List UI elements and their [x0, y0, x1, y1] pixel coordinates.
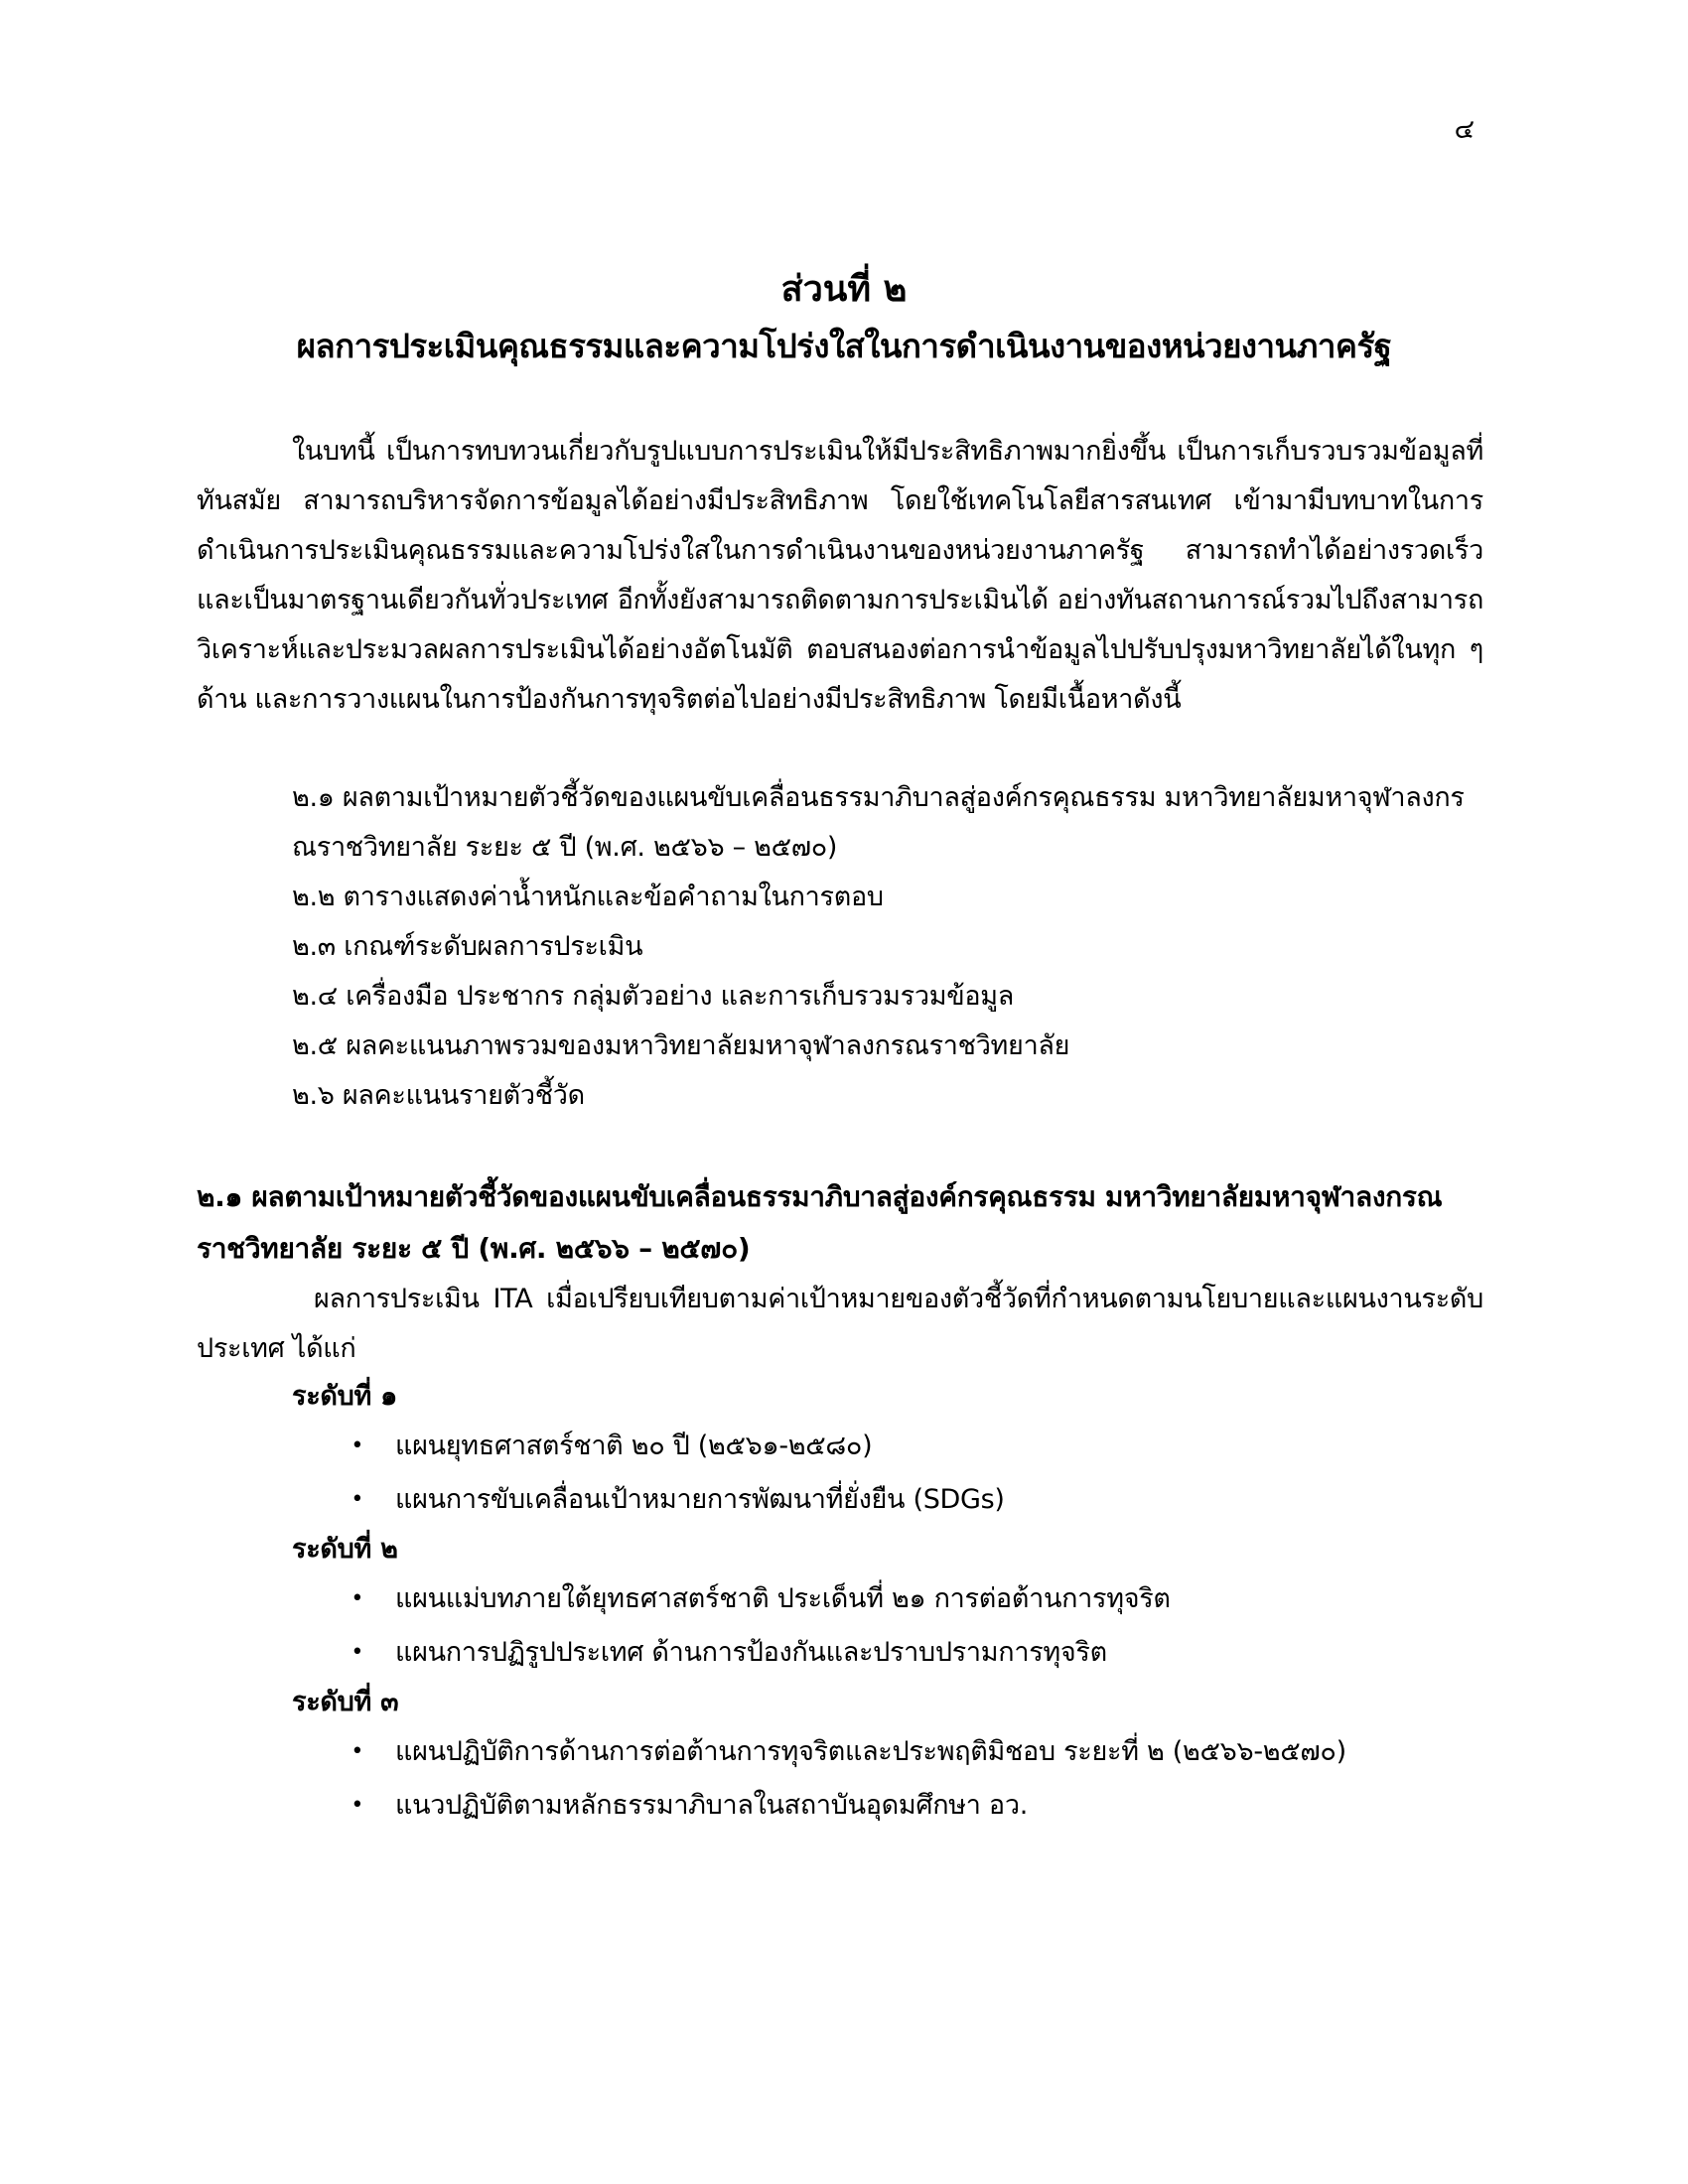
list-item — [197, 1473, 1483, 1527]
list-item — [197, 1626, 1483, 1680]
level-label: ระดับที่ ๑ — [292, 1381, 397, 1412]
bullet-icon: • — [351, 1793, 363, 1818]
level-label: ระดับที่ ๓ — [292, 1687, 399, 1717]
list-item-text: แผนปฏิบัติการด้านการต่อต้านการทุจริตและประพฤติมิชอบ ระยะที่ ๒ (๒๕๖๖-๒๕๗๐) — [395, 1736, 1346, 1767]
list-item — [197, 1725, 1483, 1779]
list-item-text: แนวปฏิบัติตามหลักธรรมาภิบาลในสถาบันอุดมศึกษา อว. — [395, 1790, 1028, 1821]
toc-item: ๒.๖ ผลคะแนนรายตัวชี้วัด — [292, 1080, 585, 1111]
toc-item: ๒.๕ ผลคะแนนภาพรวมของมหาวิทยาลัยมหาจุฬาลงกรณราชวิทยาลัย — [292, 1030, 1070, 1061]
main-title: ผลการประเมินคุณธรรมและความโปร่งใสในการดำเนินงานของหน่วยงานภาครัฐ — [296, 327, 1392, 365]
list-item-text: แผนยุทธศาสตร์ชาติ ๒๐ ปี (๒๕๖๑-๒๕๘๐) — [395, 1431, 873, 1461]
bullet-icon: • — [351, 1487, 363, 1512]
bullet-icon: • — [351, 1586, 363, 1611]
section-intro: ผลการประเมิน ITA เมื่อเปรียบเทียบตามค่าเป้าหมายของตัวชี้วัดที่กำหนดตามนโยบายและแผนงานระดับประเทศ ได้แก่ — [197, 1284, 1483, 1364]
toc-item: ๒.๑ ผลตามเป้าหมายตัวชี้วัดของแผนขับเคลื่อนธรรมาภิบาลสู่องค์กรคุณธรรม มหาวิทยาลัยมหาจุฬาลงกรณราชวิทยาลัย ระยะ ๕ ปี (พ.ศ. ๒๕๖๖ – ๒๕๗๐) — [292, 782, 1465, 863]
part-title: ส่วนที่ ๒ — [780, 269, 908, 310]
bullet-icon: • — [351, 1433, 363, 1458]
toc-item: ๒.๓ เกณฑ์ระดับผลการประเมิน — [292, 931, 643, 962]
list-item-text: แผนการปฏิรูปประเทศ ด้านการป้องกันและปราบปรามการทุจริต — [395, 1637, 1107, 1668]
toc-item: ๒.๔ เครื่องมือ ประชากร กลุ่มตัวอย่าง และการเก็บรวมรวมข้อมูล — [292, 981, 1015, 1012]
list-item — [197, 1420, 1483, 1473]
toc-list — [197, 773, 1483, 1121]
bullet-icon: • — [351, 1739, 363, 1764]
level-label: ระดับที่ ๒ — [292, 1534, 398, 1565]
levels-list — [197, 1374, 1483, 1833]
bullet-icon: • — [351, 1640, 363, 1665]
section-heading: ๒.๑ ผลตามเป้าหมายตัวชี้วัดของแผนขับเคลื่อนธรรมาภิบาลสู่องค์กรคุณธรรม มหาวิทยาลัยมหาจุฬาลงกรณราชวิทยาลัย ระยะ ๕ ปี (พ.ศ. ๒๕๖๖ – ๒๕๗๐) — [197, 1180, 1443, 1265]
intro-paragraph: ในบทนี้ เป็นการทบทวนเกี่ยวกับรูปแบบการประเมินให้มีประสิทธิภาพมากยิ่งขึ้น เป็นการเก็บรวบรวมข้อมูลที่ทันสมัย สามารถบริหารจัดการข้อมูลได้อย่างมีประสิทธิภาพ โดยใช้เทคโนโลยีสารสนเทศ เข้ามามีบทบาทในการดำเนินการประเมินคุณธรรมและความโปร่งใสในการดำเนินงานของหน่วยงานภาครัฐ สามารถทำได้อย่างรวดเร็วและเป็นมาตรฐานเดียวกันทั่วประเทศ อีกทั้งยังสามารถติดตามการประเมินได้ อย่างทันสถานการณ์รวมไปถึงสามารถวิเคราะห์และประมวลผลการประเมินได้อย่างอัตโนมัติ ตอบสนองต่อการนำข้อมูลไปปรับปรุงมหาวิทยาลัยได้ในทุก ๆ ด้าน และการวางแผนในการป้องกันการทุจริตต่อไปอย่างมีประสิทธิภาพ โดยมีเนื้อหาดังนี้ — [197, 436, 1483, 715]
page-number: ๔ — [1454, 114, 1475, 145]
list-item — [197, 1779, 1483, 1833]
toc-item: ๒.๒ ตารางแสดงค่าน้ำหนักและข้อคำถามในการตอบ — [292, 882, 884, 912]
list-item-text: แผนแม่บทภายใต้ยุทธศาสตร์ชาติ ประเด็นที่ ๒๑ การต่อต้านการทุจริต — [395, 1583, 1171, 1614]
list-item — [197, 1572, 1483, 1626]
list-item-text: แผนการขับเคลื่อนเป้าหมายการพัฒนาที่ยั่งยืน (SDGs) — [395, 1484, 1005, 1515]
